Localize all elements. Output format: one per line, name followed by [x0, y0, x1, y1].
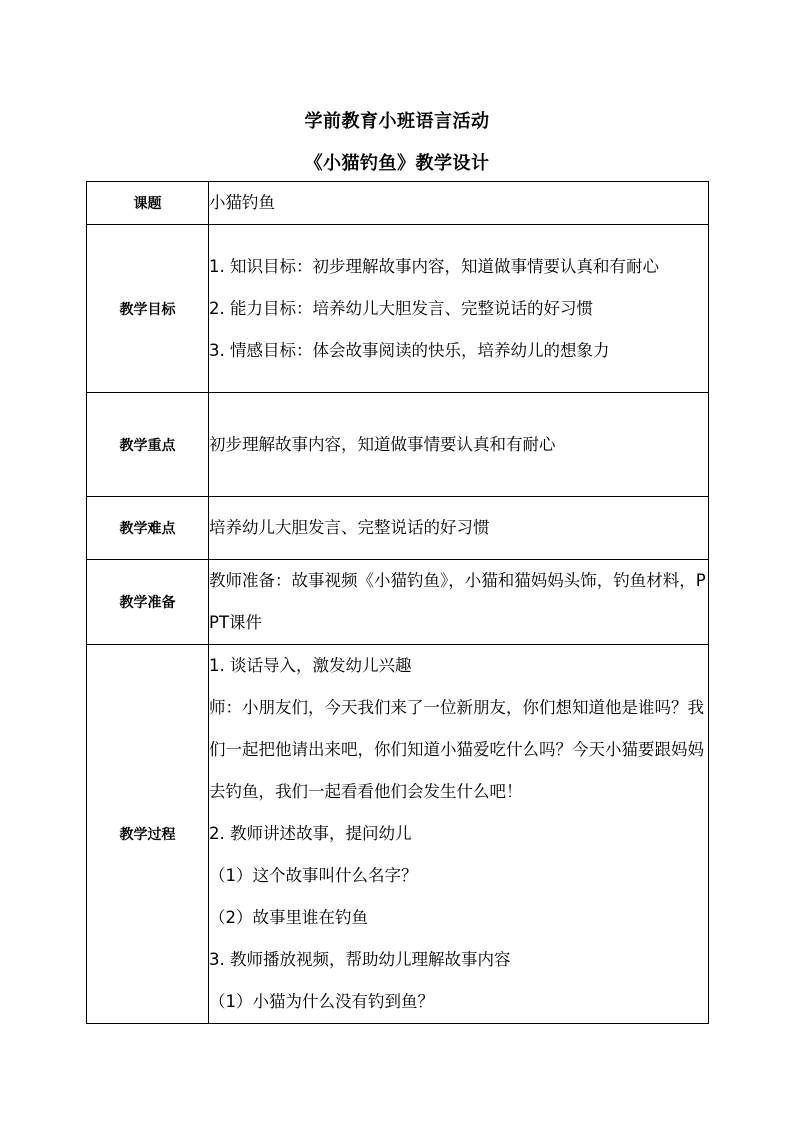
difficulty-line: 培养幼儿大胆发言、完整说话的好习惯 — [209, 518, 490, 537]
goal-line-emotion: 3. 情感目标：体会故事阅读的快乐，培养幼儿的想象力 — [209, 340, 610, 360]
document-title: 学前教育小班语言活动 — [304, 111, 490, 132]
row-label-difficulties: 教学难点 — [87, 497, 209, 560]
process-question-1: （1）这个故事叫什么名字？ — [209, 866, 418, 885]
row-content-difficulties — [209, 497, 709, 560]
topic-line: 小猫钓鱼 — [209, 193, 275, 212]
row-label-preparation: 教学准备 — [87, 560, 209, 645]
row-label-goals: 教学目标 — [87, 225, 209, 393]
key-point-line: 初步理解故事内容，知道做事情要认真和有耐心 — [209, 434, 556, 454]
goal-line-knowledge: 1. 知识目标：初步理解故事内容，知道做事情要认真和有耐心 — [209, 256, 659, 276]
row-content-key-points — [209, 393, 709, 497]
row-label-process: 教学过程 — [87, 645, 209, 1024]
process-teacher-dialogue: 师：小朋友们，今天我们来了一位新朋友，你们想知道他是谁吗？我们一起把他请出来吧，你们知道小猫爱吃什么吗？今天小猫要跟妈妈去钓鱼，我们一起看看他们会发生什么吧！ — [209, 698, 704, 801]
process-step-2: 2. 教师讲述故事，提问幼儿 — [209, 824, 412, 843]
table-row-difficulties — [87, 497, 709, 560]
process-step-3: 3. 教师播放视频，帮助幼儿理解故事内容 — [209, 950, 511, 969]
row-content-process — [209, 645, 709, 1024]
goal-line-ability: 2. 能力目标：培养幼儿大胆发言、完整说话的好习惯 — [209, 298, 593, 318]
row-content-preparation — [209, 560, 709, 645]
process-question-3: （1）小猫为什么没有钓到鱼？ — [209, 992, 434, 1011]
table-row-goals — [87, 225, 709, 393]
table-row-process — [87, 645, 709, 1024]
process-step-1: 1. 谈话导入，激发幼儿兴趣 — [209, 656, 412, 675]
process-question-2: （2）故事里谁在钓鱼 — [209, 908, 368, 927]
table-row-preparation — [87, 560, 709, 645]
document-subtitle: 《小猫钓鱼》教学设计 — [304, 153, 490, 174]
preparation-line: 教师准备：故事视频《小猫钓鱼》，小猫和猫妈妈头饰，钓鱼材料，PPT课件 — [209, 571, 706, 632]
row-label-topic: 课题 — [87, 182, 209, 225]
row-content-goals — [209, 225, 709, 393]
lesson-plan-table — [86, 181, 709, 1024]
row-content-topic — [209, 182, 709, 225]
row-label-key-points: 教学重点 — [87, 393, 209, 497]
table-row-key-points — [87, 393, 709, 497]
table-row-topic — [87, 182, 709, 225]
